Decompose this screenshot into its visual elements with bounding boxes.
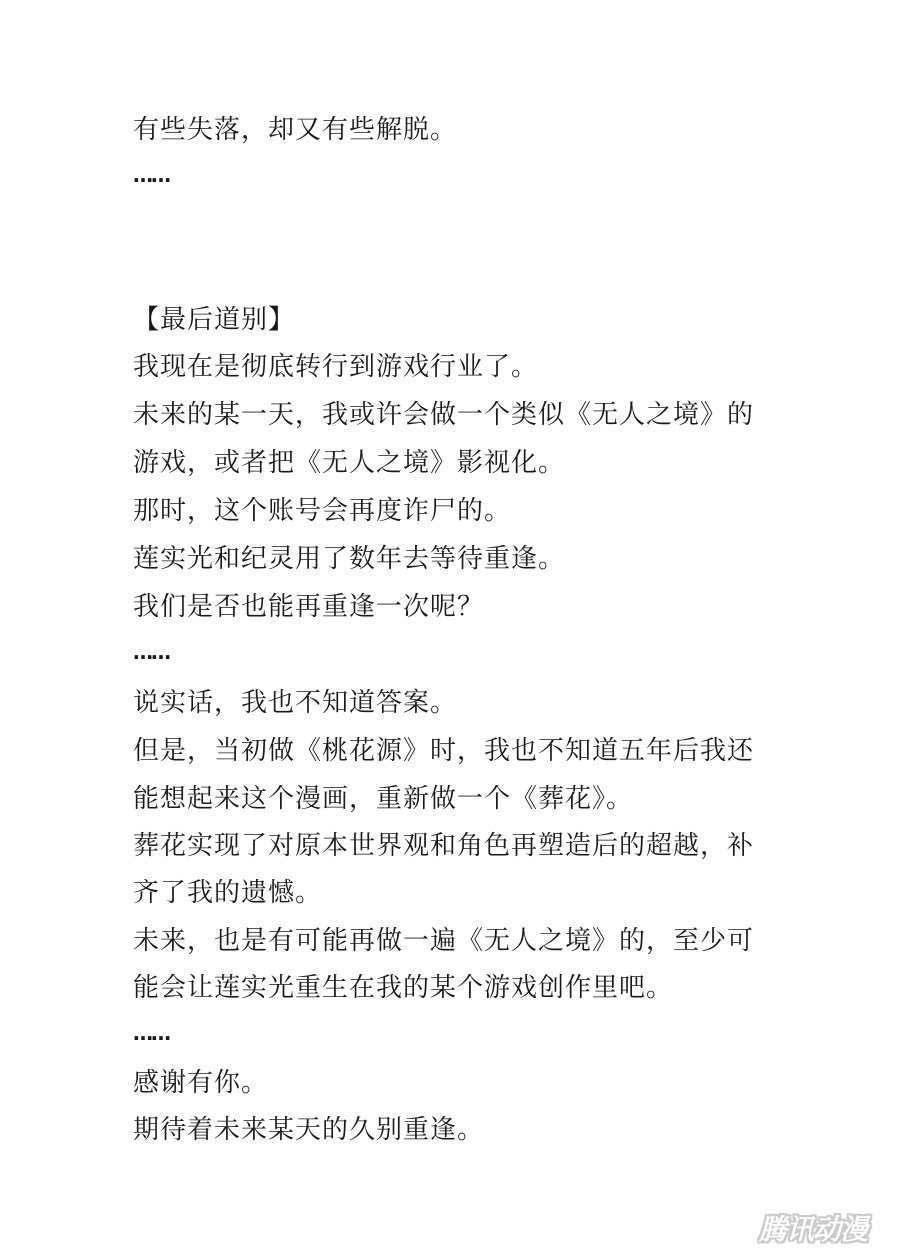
text-line: 游戏，或者把《无人之境》影视化。 — [133, 448, 566, 478]
text-line: 我们是否也能再重逢一次呢？ — [133, 592, 485, 622]
text-line: 说实话，我也不知道答案。 — [133, 688, 458, 718]
text-line: 但是，当初做《桃花源》时，我也不知道五年后我还 — [133, 736, 755, 766]
ellipsis-line: …… — [133, 163, 169, 187]
text-line: 葬花实现了对原本世界观和角色再塑造后的超越，补 — [133, 831, 755, 861]
ellipsis-line: …… — [133, 640, 169, 664]
text-line: 齐了我的遗憾。 — [133, 878, 323, 908]
text-line: 莲实光和纪灵用了数年去等待重逢。 — [133, 544, 566, 574]
watermark-logo: 腾讯动漫 — [758, 1213, 867, 1246]
text-line: 能想起来这个漫画，重新做一个《葬花》。 — [133, 784, 634, 814]
text-line: 期待着未来某天的久别重逢。 — [133, 1115, 485, 1145]
text-line: 未来的某一天，我或许会做一个类似《无人之境》的 — [133, 400, 755, 430]
ellipsis-line: …… — [133, 1021, 169, 1045]
text-line: 那时，这个账号会再度诈尸的。 — [133, 496, 512, 526]
text-line: 感谢有你。 — [133, 1068, 269, 1098]
text-line: 能会让莲实光重生在我的某个游戏创作里吧。 — [133, 973, 674, 1003]
text-line: 有些失落，却又有些解脱。 — [133, 115, 458, 145]
text-line: 未来，也是有可能再做一遍《无人之境》的，至少可 — [133, 926, 755, 956]
section-heading: 【最后道别】 — [133, 305, 296, 335]
text-line: 我现在是彻底转行到游戏行业了。 — [133, 352, 539, 382]
